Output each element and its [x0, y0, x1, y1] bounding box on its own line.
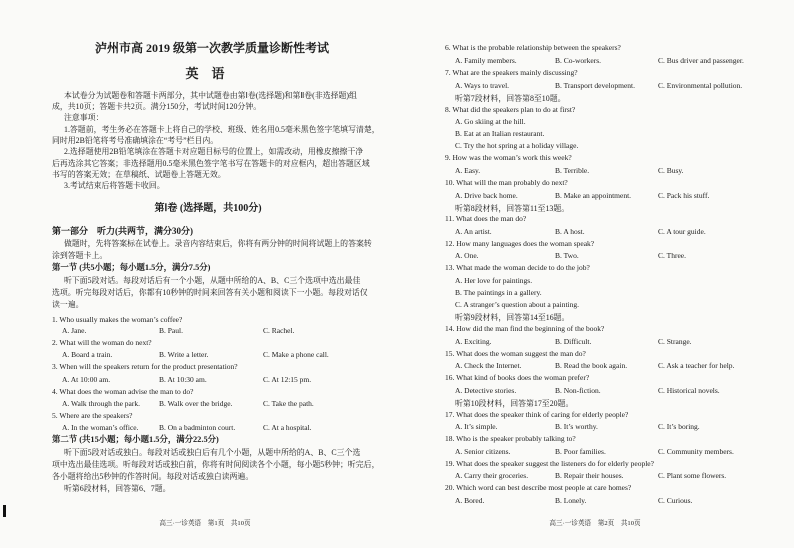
option-b: B. Difficult.	[555, 337, 592, 346]
question-stem: 20. Which word can best describe most people at care homes?	[445, 483, 632, 492]
option-a: A. Exciting.	[455, 337, 492, 346]
question-stem: 5. Where are the speakers?	[52, 411, 133, 420]
question-stem: 19. What does the speaker suggest the listeners do for elderly people?	[445, 459, 654, 468]
option-c: C. Rachel.	[263, 326, 295, 335]
question-stem: 1. Who usually makes the woman’s coffee?	[52, 315, 183, 324]
option-c: C. Ask a teacher for help.	[658, 361, 735, 370]
option-c: C. Three.	[658, 251, 686, 260]
option-a: A. Go skiing at the hill.	[455, 117, 526, 126]
option-c: C. A tour guide.	[658, 227, 706, 236]
option-b: B. Write a letter.	[159, 350, 209, 359]
question-stem: 11. What does the man do?	[445, 214, 527, 223]
question-stem: 6. What is the probable relationship between the speakers?	[445, 43, 621, 52]
option-row	[0, 350, 397, 360]
option-c: C. At a hospital.	[263, 423, 312, 432]
option-row	[397, 496, 794, 506]
option-a: A. Her love for paintings.	[455, 276, 533, 285]
option-c: C. Environmental pollution.	[658, 81, 743, 90]
option-b: B. It’s worthy.	[555, 422, 598, 431]
option-b: B. Terrible.	[555, 166, 590, 175]
material-note: 听第9段材料，回答第14至16题。	[455, 313, 570, 322]
option-c: C. Historical novels.	[658, 386, 720, 395]
material-note: 听第7段材料，回答第8至10题。	[455, 94, 566, 103]
option-c: C. Curious.	[658, 496, 693, 505]
question-stem: 10. What will the man probably do next?	[445, 178, 568, 187]
question-stem: 2. What will the woman do next?	[52, 338, 152, 347]
notice-line: 书写的答案无效；在草稿纸、试题卷上答题无效。	[52, 170, 226, 179]
option-a: A. Board a train.	[62, 350, 113, 359]
option-b: B. Read the book again.	[555, 361, 628, 370]
option-row	[397, 337, 794, 347]
option-b: B. Make an appointment.	[555, 191, 632, 200]
option-b: B. Two.	[555, 251, 579, 260]
option-b: B. A host.	[555, 227, 585, 236]
option-a: A. One.	[455, 251, 479, 260]
instruction-line: 各小题将给出5秒钟的作答时间。每段对话或独白读两遍。	[52, 472, 254, 481]
question-stem: 17. What does the speaker think of caring for elderly people?	[445, 410, 629, 419]
question-stem: 16. What kind of books does the woman prefer?	[445, 373, 590, 382]
instruction-line: 读一遍。	[52, 300, 84, 309]
page-footer: 高三·一诊英语 第1页 共10页	[159, 520, 251, 527]
option-b: B. Transport development.	[555, 81, 635, 90]
question-stem: 18. Who is the speaker probably talking to?	[445, 434, 576, 443]
option-c: C. Pack his stuff.	[658, 191, 710, 200]
option-c: C. Busy.	[658, 166, 684, 175]
option-c: C. It’s boring.	[658, 422, 700, 431]
option-a: A. It’s simple.	[455, 422, 498, 431]
option-b: B. Poor families.	[555, 447, 606, 456]
option-c: C. At 12:15 pm.	[263, 375, 312, 384]
notice-line: 后再选涂其它答案；非选择题用0.5毫米黑色签字笔书写在答题卡的对应框内，超出答题区域	[52, 159, 370, 168]
option-row	[397, 166, 794, 176]
scan-mark	[3, 505, 6, 517]
intro-line: 本试卷分为试题卷和答题卡两部分，其中试题卷由第Ⅰ卷(选择题)和第Ⅱ卷(非选择题)组	[64, 91, 357, 100]
subject-title: 英 语	[185, 66, 225, 81]
notice-line: 同时用2B铅笔将考号准确填涂在“考号”栏目内。	[52, 136, 219, 145]
section2-heading: 第二节 (共15小题；每小题1.5分，满分22.5分)	[52, 435, 219, 444]
option-a: A. Family members.	[455, 56, 517, 65]
option-c: C. Strange.	[658, 337, 692, 346]
option-c: C. Make a phone call.	[263, 350, 329, 359]
option-b: B. Walk over the bridge.	[159, 399, 233, 408]
option-row	[0, 399, 397, 409]
instruction-line: 选项。听完每段对话后，你都有10秒钟的时间来回答有关小题和阅读下一小题。每段对话仅	[52, 288, 368, 297]
option-row	[397, 447, 794, 457]
option-row	[0, 326, 397, 336]
question-stem: 4. What does the woman advise the man to do?	[52, 387, 194, 396]
option-b: B. Paul.	[159, 326, 183, 335]
option-row	[397, 191, 794, 201]
option-a: A. Walk through the park.	[62, 399, 140, 408]
option-a: A. Carry their groceries.	[455, 471, 529, 480]
option-row	[397, 227, 794, 237]
option-a: A. Bored.	[455, 496, 485, 505]
option-a: A. Detective stories.	[455, 386, 517, 395]
instruction-line: 项中选出最佳选项。听每段对话或独白前，你将有时间阅读各个小题，每小题5秒钟；听完后，	[52, 460, 380, 469]
option-a: A. Check the Internet.	[455, 361, 522, 370]
section1-heading: 第一节 (共5小题；每小题1.5分，满分7.5分)	[52, 263, 211, 272]
option-row	[0, 375, 397, 385]
option-a: A. In the woman’s office.	[62, 423, 139, 432]
instruction-line: 听下面5段对话或独白。每段对话或独白后有几个小题，从题中所给的A、B、C三个选	[64, 448, 361, 457]
option-c: C. Plant some flowers.	[658, 471, 727, 480]
exam-title: 泸州市高 2019 级第一次教学质量诊断性考试	[94, 41, 329, 55]
option-b: B. Non-fiction.	[555, 386, 601, 395]
exam-page-2	[397, 0, 794, 548]
notice-heading: 注意事项：	[64, 113, 104, 122]
instruction-line: 做题时，先将答案标在试卷上。录音内容结束后，你将有两分钟的时间将试题上的答案转	[64, 239, 372, 248]
option-row	[397, 386, 794, 396]
material-note: 听第10段材料，回答第17至20题。	[455, 399, 574, 408]
option-row	[0, 423, 397, 433]
instruction-line: 听下面5段对话。每段对话后有一个小题，从题中所给的A、B、C三个选项中选出最佳	[64, 276, 361, 285]
option-row	[397, 471, 794, 481]
option-row	[397, 251, 794, 261]
intro-line: 成，共10页；答题卡共2页。满分150分，考试时间120分钟。	[52, 102, 262, 111]
option-b: B. Lonely.	[555, 496, 587, 505]
question-stem: 13. What made the woman decide to do the job?	[445, 263, 590, 272]
option-row	[397, 56, 794, 66]
option-a: A. Ways to travel.	[455, 81, 510, 90]
option-row	[397, 422, 794, 432]
option-b: B. Repair their houses.	[555, 471, 624, 480]
question-stem: 14. How did the man find the beginning of the book?	[445, 324, 605, 333]
question-stem: 7. What are the speakers mainly discussing?	[445, 68, 578, 77]
option-row	[397, 81, 794, 91]
page-footer: 高三·一诊英语 第2页 共10页	[549, 520, 641, 527]
instruction-line: 涂到答题卡上。	[52, 251, 108, 260]
volume-heading: 第Ⅰ卷 (选择题，共100分)	[154, 203, 262, 214]
option-b: B. Co-workers.	[555, 56, 602, 65]
option-c: C. Take the path.	[263, 399, 314, 408]
option-b: B. Eat at an Italian restaurant.	[455, 129, 545, 138]
option-b: B. The paintings in a gallery.	[455, 288, 542, 297]
option-a: A. At 10:00 am.	[62, 375, 111, 384]
notice-line: 1.答题前，考生务必在答题卡上将自己的学校、班级、姓名用0.5毫米黑色签字笔填写清楚，	[64, 125, 380, 134]
question-stem: 3. When will the speakers return for the product presentation?	[52, 362, 238, 371]
question-stem: 8. What did the speakers plan to do at first?	[445, 105, 576, 114]
option-c: C. Bus driver and passenger.	[658, 56, 744, 65]
option-a: A. Senior citizens.	[455, 447, 511, 456]
option-b: B. On a badminton court.	[159, 423, 236, 432]
notice-line: 2.选择题使用2B铅笔填涂在答题卡对应题目标号的位置上，如需改动，用橡皮擦擦干净	[64, 147, 364, 156]
option-c: C. Community members.	[658, 447, 734, 456]
option-a: A. Jane.	[62, 326, 87, 335]
option-a: A. Easy.	[455, 166, 481, 175]
notice-line: 3.考试结束后将答题卡收回。	[64, 181, 165, 190]
question-stem: 12. How many languages does the woman speak?	[445, 239, 595, 248]
question-stem: 9. How was the woman’s work this week?	[445, 153, 572, 162]
option-c: C. Try the hot spring at a holiday village.	[455, 141, 579, 150]
option-c: C. A stranger’s question about a painting.	[455, 300, 580, 309]
part1-heading: 第一部分 听力(共两节，满分30分)	[52, 226, 193, 236]
option-a: A. An artist.	[455, 227, 492, 236]
material-note: 听第8段材料，回答第11至13题。	[455, 204, 570, 213]
question-stem: 15. What does the woman suggest the man do?	[445, 349, 586, 358]
material-note: 听第6段材料，回答第6、7题。	[64, 484, 171, 493]
option-row	[397, 361, 794, 371]
option-a: A. Drive back home.	[455, 191, 518, 200]
option-b: B. At 10:30 am.	[159, 375, 207, 384]
